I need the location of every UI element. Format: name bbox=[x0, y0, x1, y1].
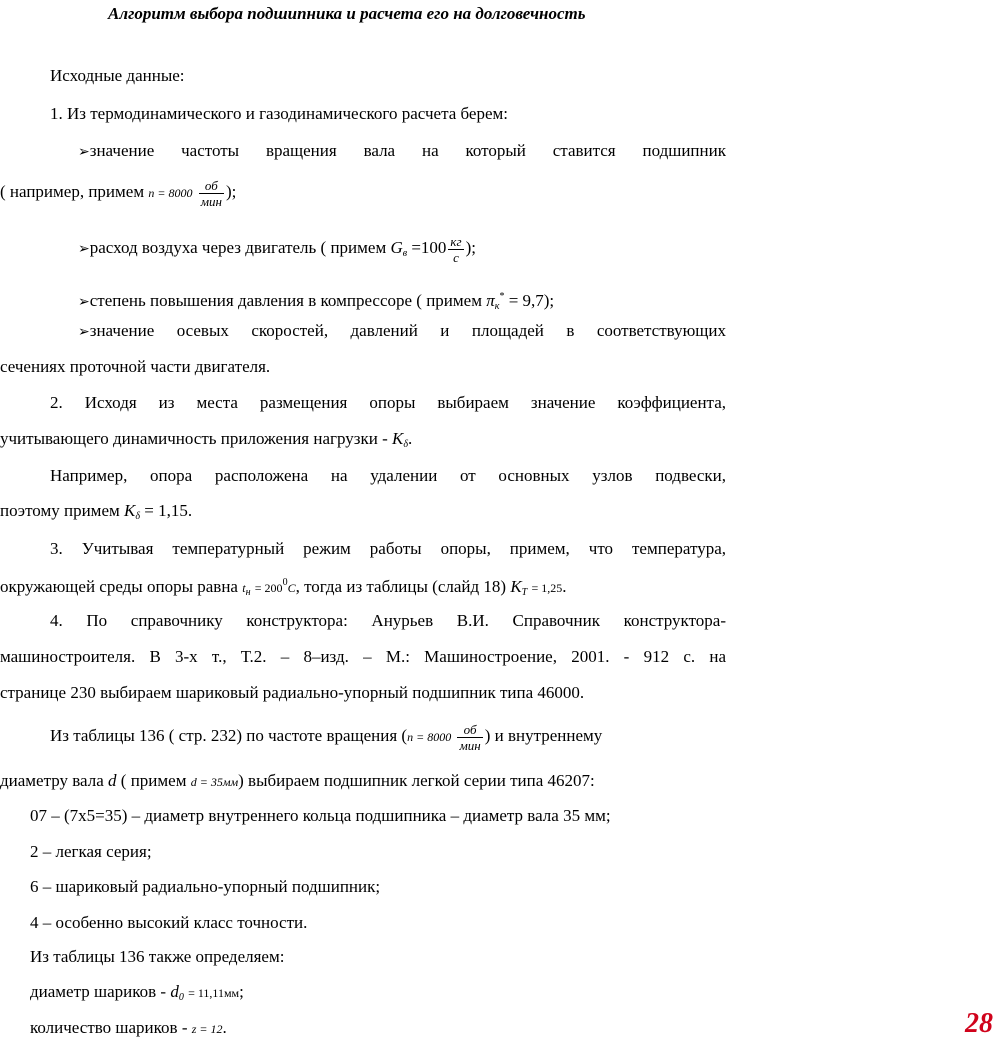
bullet-arrow-icon: ➢ bbox=[78, 242, 90, 257]
text-line-4: ( например, примем n = 8000 $\frac{об}{\text{мин}}$ ); bbox=[0, 177, 237, 209]
fraction-ob-min-2: $\frac{об}{\text{мин}}$ bbox=[459, 721, 481, 753]
text-line-9: 2. Исходя из места размещения опоры выбираем значение коэффициента, bbox=[50, 393, 726, 412]
bullet-arrow-icon: ➢ bbox=[78, 145, 90, 160]
text-line-5: ➢расход воздуха через двигатель ( примем $G_в =100$ $\frac{кг}{с}$ ); bbox=[78, 233, 476, 265]
text-line-24: Из таблицы 136 также определяем: bbox=[30, 947, 285, 966]
text-line-22: 6 – шариковый радиально-упорный подшипник; bbox=[30, 877, 381, 896]
page-title: Алгоритм выбора подшипника и расчета его на долговечность bbox=[108, 4, 586, 23]
text-line-12: поэтому примем $K_\delta = 1,15$. bbox=[0, 501, 193, 522]
fraction-kg-s: $\frac{кг}{с}$ bbox=[450, 233, 462, 265]
page-number: 28 bbox=[965, 1008, 993, 1039]
text-line-20: 07 – (7х5=35) – диаметр внутреннего кольца подшипника – диаметр вала 35 мм; bbox=[30, 806, 611, 825]
text-line-7: ➢значение осевых скоростей, давлений и площадей в соответствующих bbox=[78, 321, 726, 340]
text-line-11: Например, опора расположена на удалении от основных узлов подвески, bbox=[50, 466, 726, 485]
text-line-16: машиностроителя. В 3-х т., Т.2. – 8–изд. – М.: Машиностроение, 2001. - 912 с. на bbox=[0, 647, 726, 666]
text-line-13: 3. Учитывая температурный режим работы опоры, примем, что температура, bbox=[50, 539, 726, 558]
text-line-8: сечениях проточной части двигателя. bbox=[0, 357, 271, 376]
text-line-23: 4 – особенно высокий класс точности. bbox=[30, 913, 308, 932]
text-line-3: ➢значение частоты вращения вала на который ставится подшипник bbox=[78, 141, 726, 160]
text-line-17: странице 230 выбираем шариковый радиально-упорный подшипник типа 46000. bbox=[0, 683, 585, 702]
fraction-ob-min: $\frac{об}{\text{мин}}$ bbox=[200, 177, 222, 209]
bullet-arrow-icon: ➢ bbox=[78, 295, 90, 310]
text-line-2: 1. Из термодинамического и газодинамического расчета берем: bbox=[50, 104, 509, 123]
text-line-1: Исходные данные: bbox=[50, 66, 185, 85]
bullet-arrow-icon: ➢ bbox=[78, 325, 90, 340]
text-line-6: ➢степень повышения давления в компрессоре ( примем $\pi_к^* = 9,7$); bbox=[78, 291, 555, 312]
text-line-21: 2 – легкая серия; bbox=[30, 842, 152, 861]
text-line-18: Из таблицы 136 ( стр. 232) по частоте вращения (n = 8000 $\frac{об}{\text{мин}}$ ) и внутреннему bbox=[50, 721, 603, 753]
text-line-26: количество шариков - z = 12. bbox=[30, 1018, 227, 1037]
text-line-25: диаметр шариков - $d_0 = 11,11мм$; bbox=[30, 982, 244, 1003]
text-line-10: учитывающего динамичность приложения нагрузки - $K_\delta$. bbox=[0, 429, 413, 450]
text-line-19: диаметру вала d ( примем d = 35мм) выбираем подшипник легкой серии типа 46207: bbox=[0, 771, 595, 790]
text-line-14: окружающей среды опоры равна $t_н = 200^0C$, тогда из таблицы (слайд 18) $K_T = 1,25$. bbox=[0, 577, 567, 598]
text-line-15: 4. По справочнику конструктора: Анурьев В.И. Справочник конструктора- bbox=[50, 611, 726, 630]
